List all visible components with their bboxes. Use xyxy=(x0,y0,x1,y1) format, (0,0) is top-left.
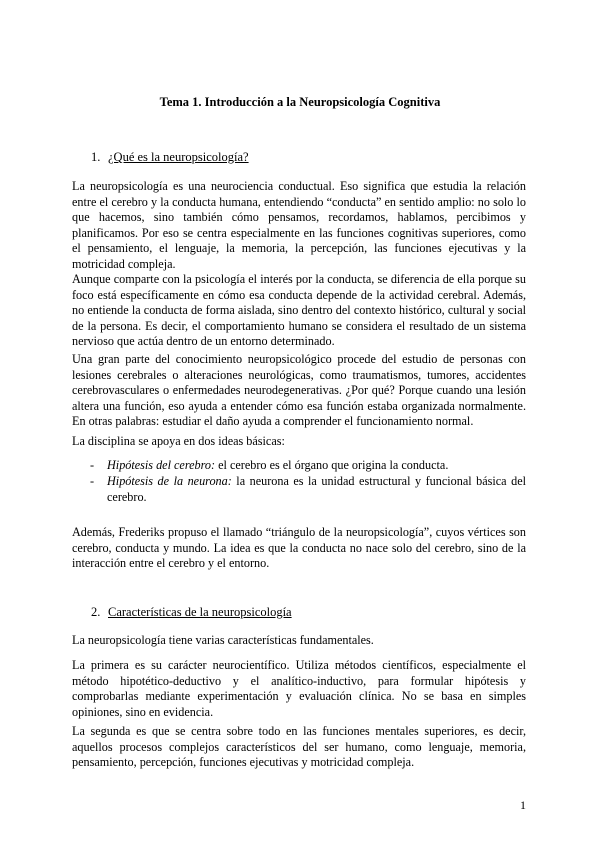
section-2-heading xyxy=(91,605,292,620)
paragraph: La segunda es que se centra sobre todo en las funciones mentales superiores, es decir, aquellos procesos complejos característicos del ser humano, como lenguaje, memoria, pensamiento, percepción, funciones ejecutivas y motricidad compleja. xyxy=(72,724,526,770)
page-number: 1 xyxy=(520,798,526,812)
paragraph: La primera es su carácter neurocientífico. Utiliza métodos científicos, especialmente el método hipotético-deductivo y el analítico-inductivo, para formular hipótesis y comprobarlas mediante experimentación y evaluación clínica. No se basa en simples opiniones, sino en evidencia. xyxy=(72,658,526,719)
list-text: la neurona es la unidad estructural y funcional básica del cerebro. xyxy=(107,474,526,504)
paragraph: La neuropsicología es una neurociencia conductual. Eso significa que estudia la relación entre el cerebro y la conducta humana, entendiendo “conducta” en sentido amplio: no solo lo que hacemos, sino también cómo pensamos, recordamos, hablamos, percibimos y planificamos. Por eso se centra especialmente en las funciones cognitivas superiores, como el pensamiento, el lenguaje, la memoria, la percepción, las funciones ejecutivas y la motricidad compleja. xyxy=(72,179,526,271)
list-term: Hipótesis del cerebro: xyxy=(107,458,216,472)
list-item xyxy=(90,474,526,505)
section-1-heading-text: ¿Qué es la neuropsicología? xyxy=(108,150,249,164)
list-text: el cerebro es el órgano que origina la conducta. xyxy=(215,458,449,472)
section-2-number: 2. xyxy=(91,605,101,619)
list-dash: - xyxy=(90,458,95,472)
paragraph: Además, Frederiks propuso el llamado “triángulo de la neuropsicología”, cuyos vértices son cerebro, conducta y mundo. La idea es que la conducta no nace solo del cerebro, sino de la interacción entre el cerebro y el entorno. xyxy=(72,525,526,571)
section-1-heading xyxy=(91,150,249,165)
paragraph: La neuropsicología tiene varias características fundamentales. xyxy=(72,633,374,647)
section-1-number: 1. xyxy=(91,150,101,164)
list-item xyxy=(90,458,526,474)
list-dash: - xyxy=(90,474,95,488)
paragraph: La disciplina se apoya en dos ideas básicas: xyxy=(72,434,285,448)
section-2-heading-text: Características de la neuropsicología xyxy=(108,605,292,619)
paragraph: Aunque comparte con la psicología el interés por la conducta, se diferencia de ella porque su foco está específicamente en cómo esa conducta depende de la actividad cerebral. Además, no entiende la conducta de forma aislada, sino dentro del contexto histórico, cultural y social de la persona. Es decir, el comportamiento humano se considera el resultado de un sistema nervioso que actúa dentro de un entorno determinado. xyxy=(72,272,526,349)
list-term: Hipótesis de la neurona: xyxy=(107,474,232,488)
paragraph: Una gran parte del conocimiento neuropsicológico procede del estudio de personas con lesiones cerebrales o alteraciones neurológicas, como traumatismos, tumores, accidentes cerebrovasculares o enfermedades neurodegenerativas. ¿Por qué? Porque cuando una lesión altera una función, eso ayuda a entender cómo esa función estaba organizada normalmente. En otras palabras: estudiar el daño ayuda a comprender el funcionamiento normal. xyxy=(72,352,526,429)
document-title: Tema 1. Introducción a la Neuropsicología Cognitiva xyxy=(159,95,441,109)
